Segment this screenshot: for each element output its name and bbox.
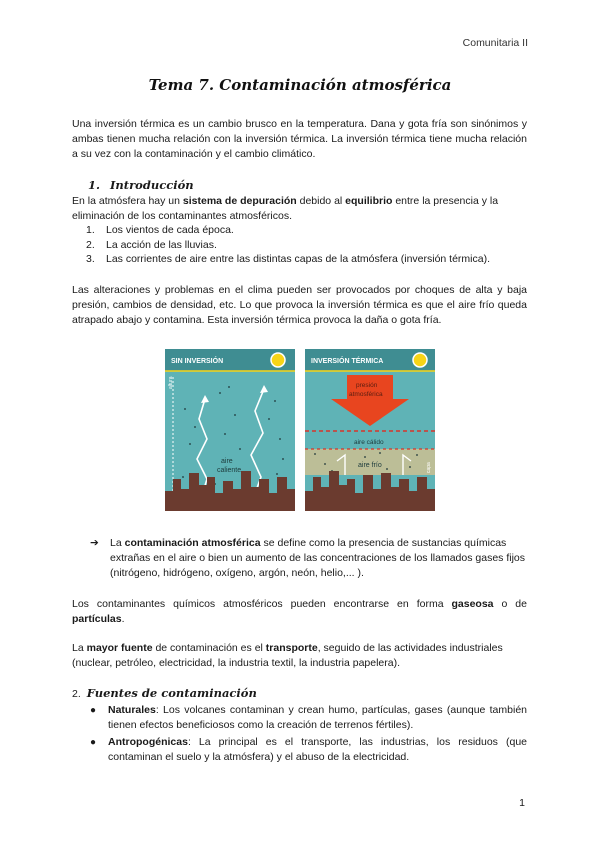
warm-air-label: aire cálido xyxy=(354,439,384,446)
left-label: SIN INVERSIÓN xyxy=(171,358,224,365)
bold-text: contaminación atmosférica xyxy=(124,537,261,549)
text-run: entre la presencia y la eliminación de los contaminantes atmosféricos. xyxy=(72,195,499,223)
list-item-text: La acción de las lluvias. xyxy=(106,238,217,251)
pollutants-paragraph xyxy=(72,597,527,627)
page-title: Tema 7. Contaminación atmosférica xyxy=(148,76,452,94)
text-run: En la atmósfera hay un xyxy=(72,195,183,207)
list-number: 2. xyxy=(86,238,95,251)
right-label: INVERSIÓN TÉRMICA xyxy=(311,358,384,365)
list-item xyxy=(86,252,526,267)
page-number: 1 xyxy=(519,797,525,809)
bullet-icon: ● xyxy=(90,705,97,716)
left-air-label-2: caliente xyxy=(217,467,242,474)
right-axis-label: capa xyxy=(426,462,432,473)
text-run: . xyxy=(121,613,125,626)
sources-list xyxy=(90,703,527,767)
thermal-inversion-figure xyxy=(165,349,435,511)
text-run: debido al xyxy=(296,195,346,207)
intro-paragraph: Una inversión térmica es un cambio brusco en la temperatura. Dana y gota fría son sinónimos y ambas tienen mucha relación con la inversión térmica. La inversión térmica tiene mucha relación a su vez con la contaminación y el cambio climático. xyxy=(72,118,527,161)
list-item xyxy=(90,735,527,765)
course-header: Comunitaria II xyxy=(462,37,528,49)
text-run: Los contaminantes químicos atmosféricos pueden encontrarse en forma xyxy=(72,598,452,610)
bold-text: Naturales xyxy=(108,704,156,716)
bullet-icon: ● xyxy=(90,737,97,748)
section-2-heading xyxy=(72,686,257,700)
cold-air-label: aire frío xyxy=(358,462,382,469)
bold-text: mayor fuente xyxy=(86,642,153,654)
list-number: 1. xyxy=(86,224,95,236)
bold-text: transporte xyxy=(265,642,318,654)
list-number: 3. xyxy=(86,253,95,266)
pressure-label-1: presión xyxy=(356,382,378,389)
sources-paragraph xyxy=(72,641,527,671)
sun-icon xyxy=(271,353,285,367)
pressure-label-2: atmosférica xyxy=(349,391,383,398)
text-run: o de xyxy=(493,598,527,610)
bold-text: gaseosa xyxy=(451,598,494,610)
text-run: se define como la presencia de sustancias químicas extrañas en el aire o bien un aumento de las concentraciones de los llamados gases fijos (nitrógeno, hidrógeno, oxígeno, argón, neón, helio,... ). xyxy=(110,537,526,579)
bold-text: Antropogénicas xyxy=(108,736,188,748)
text-run: La xyxy=(110,537,125,549)
list-item-text: : Los volcanes contaminan y crean humo, partículas, gases (aunque también tienen efectos beneficiosos como la creación de terrenos fértiles). xyxy=(108,704,527,731)
left-axis-label: altura xyxy=(168,376,174,389)
section-1-number: 1. xyxy=(88,178,101,192)
arrow-bullet-icon: ➔ xyxy=(90,537,99,549)
text-run: La xyxy=(72,642,87,654)
definition-item xyxy=(90,536,527,581)
sun-icon xyxy=(413,353,427,367)
bold-text: equilibrio xyxy=(345,195,393,207)
list-item-text: : La principal es el transporte, las industrias, los residuos (que contaminan el suelo y la atmósfera) y el abuso de la electricidad. xyxy=(108,736,527,763)
list-item xyxy=(86,238,526,253)
bold-text: partículas xyxy=(72,613,122,626)
text-run: de contaminación es el xyxy=(152,642,266,654)
section-2-number: 2. xyxy=(72,688,81,700)
text-run: , seguido de las actividades industriales (nuclear, petróleo, electricidad, la industria textil, la industria papelera). xyxy=(72,642,503,670)
section-1-paragraph-2: Las alteraciones y problemas en el clima pueden ser provocados por choques de alta y baja presión, cambios de densidad, etc. Lo que provoca la inversión térmica es que el aire frío queda atrapado abajo y contamina. Esta inversión térmica provoca la daña o gota fría. xyxy=(72,284,527,327)
section-1-title: Introducción xyxy=(110,178,194,192)
list-item-text: Los vientos de cada época. xyxy=(106,224,234,236)
section-1-paragraph xyxy=(72,194,527,224)
list-item xyxy=(90,703,527,733)
bold-text: sistema de depuración xyxy=(182,195,297,207)
section-2-title: Fuentes de contaminación xyxy=(86,686,257,700)
section-1-heading xyxy=(88,178,194,192)
list-item-text: Las corrientes de aire entre las distintas capas de la atmósfera (inversión térmica). xyxy=(106,253,491,266)
left-air-label-1: aire xyxy=(221,458,233,465)
factors-list xyxy=(86,223,526,267)
list-item xyxy=(86,223,526,238)
